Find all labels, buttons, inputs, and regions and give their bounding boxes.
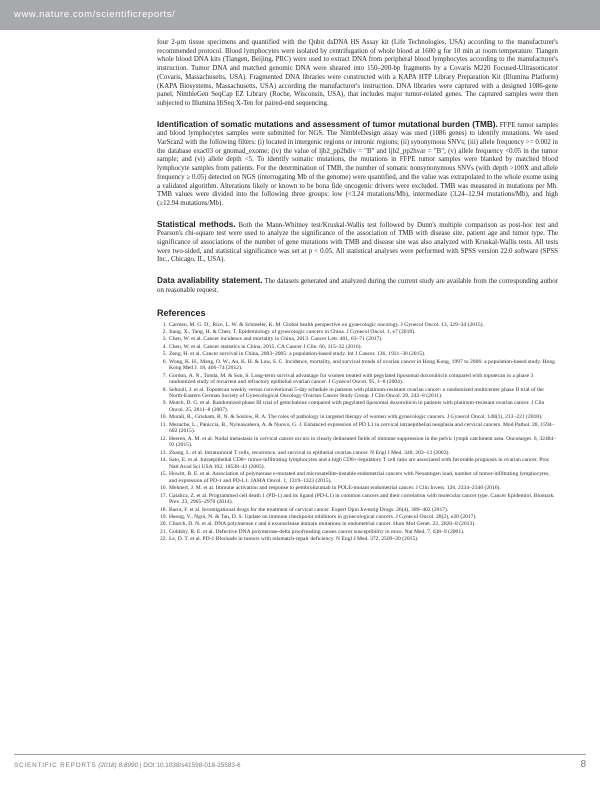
reference-item	[157, 373, 558, 386]
reference-item	[157, 536, 558, 543]
footer-divider	[14, 754, 586, 755]
reference-text: Zeng, H. et al. Cancer survival in China, 2003–2005: a population-based study. Int J Cancer. 136, 1921–30 (2015).	[169, 351, 426, 358]
reference-item	[157, 457, 558, 470]
reference-text: Gatalica, Z. et al. Programmed cell death 1 (PD-1) and its ligand (PD-L1) in common cancers and their correlation with molecular cancer type. Cancer Epidemiol. Biomark. Prev. 23, 2965–2970 (2014).	[169, 492, 555, 506]
tmb-text: FFPE tumor samples and blood lymphocytes samples were submitted for NGS. The NimbleDesign assay was used (1086 genes) to identify mutations. We used VarScan2 with the following filters: (i) located in intergenic regions or intronic regions; (ii) synonymous SNVs; (iii) allele frequency >= 0.002 in the database exac03 or gnomad_exome; (iv) the value of ljb2_pp2hdiv = "B" and ljb2_pp2hvar = "B"; (v) allele frequency <0.05 in the tumor sample; and (vi) allele depth <5. To identify somatic mutations, the mutations in FFPE tumor samples were blanked by matched blood lymphocyte samples from patients. For the determination of TMB, the number of somatic nonsynonymous SNVs (with depth >100X and allele frequency ≥ 0.05) detected on NGS (interrogating Mb of the genome) were quantified, and the value was extrapolated to the whole exome using a validated algorithm. Alterations likely or known to be bona fide oncogenic drivers were excluded. TMB was measured in mutations per Mb. TMB values were divided into the following three groups: low (<3.24 mutations/Mb), intermediate (3.24–12.94 mutations/Mb), and high (≥12.94 mutations/Mb).	[157, 121, 558, 207]
reference-number: 7.	[162, 372, 167, 379]
footer-citation: (2018) 8:8990	[98, 762, 139, 769]
reference-item	[157, 507, 558, 514]
reference-number: 9.	[162, 400, 167, 407]
reference-text: Le, D. T. et al. PD-1 Blockade in tumors with mismatch-repair deficiency. N Engl J Med. 372, 2509–20 (2015).	[169, 536, 419, 543]
reference-item	[157, 344, 558, 351]
reference-text: Howitt, B. E. et al. Association of polymerase e-mutated and microsatellite-instable endometrial cancers with Neoantigen load, number of tumor-infiltrating lymphocytes, and expression of PD-1 and PD-L1. JAMA Oncol. 1, 1319–1323 (2015).	[169, 471, 550, 484]
reference-text: Wong, K. H., Mang, O. W., Au, K. H. & Law, S. C. Incidence, mortality, and survival trends of ovarian cancer in Hong Kong, 1997 to 2006: a population-based study. Hong Kong Med J. 18, 466–74 (2012).	[169, 358, 555, 372]
reference-number: 5.	[162, 351, 167, 358]
reference-number: 8.	[162, 386, 167, 393]
reference-number: 21.	[160, 528, 167, 535]
reference-number: 4.	[162, 343, 167, 350]
reference-item	[157, 436, 558, 449]
reference-text: Chen, W. et al. Cancer statistics in China, 2015. CA Cancer J Clin. 66, 115–32 (2016).	[169, 343, 362, 350]
reference-number: 20.	[160, 521, 167, 528]
references-list	[157, 322, 558, 543]
reference-number: 19.	[160, 513, 167, 520]
reference-item	[157, 359, 558, 372]
statistics-text: Both the Mann-Whitney test/Kruskal-Wallis test followed by Dunn's multiple comparison as post-hoc test and Pearson's chi-square test were used to analyze the significance of the association of TMB with disease site, patient age and tumor type. The significance of associations of the number of gene mutations with TMB and disease site was also analyzed with Kruskal-Wallis tests. All tests were two-sided, and statistical significance was set at p < 0.05. All statistical analyses were performed with SPSS version 22.0 software (SPSS Inc., Chicago, IL, USA).	[157, 221, 558, 264]
methods-paragraph: four 2-μm tissue specimens and quantified with the Qubit dsDNA HS Assay kit (Life Technologies, USA) according to the manufacturer's recommended protocol. Blood lymphocytes were isolated by centrifugation of whole blood at 1600 g for 10 min at room temperature. Tiangen whole blood DNA kits (Tiangen, Beijing, PRC) were used to extract DNA from peripheral blood lymphocytes according to the manufacturer's instruction. Tumor DNA and matched genomic DNA were sheared into 150–200-bp fragments by a Covaris M220 Focused-Ultrasonicator (Covaris, Massachusetts, USA). Fragmented DNA libraries were constructed with a KAPA HTP Library Preparation Kit (Illumina Platform) (KAPA Biosystems, Massachusetts, USA) according the manufacturer's instruction. DNA libraries were captured with a designed 1086-gene panel, NimbleGen SeqCap EZ Library (Roche, Wisconsin, USA), that includes major tumor-related genes. The captured samples were then subjected to Illumina HiSeq X-Ten for paired-end sequencing.	[157, 39, 558, 107]
reference-item	[157, 322, 558, 329]
reference-item	[157, 521, 558, 528]
reference-item	[157, 351, 558, 358]
data-availability-section	[157, 277, 558, 295]
reference-number: 10.	[160, 414, 167, 421]
reference-number: 12.	[160, 435, 167, 442]
reference-number: 6.	[162, 358, 167, 365]
reference-item	[157, 422, 558, 435]
reference-item	[157, 329, 558, 336]
reference-number: 16.	[160, 485, 167, 492]
page-footer	[14, 759, 586, 770]
journal-url: www.nature.com/scientificreports/	[14, 9, 176, 20]
reference-number: 22.	[160, 536, 167, 543]
reference-item	[157, 414, 558, 421]
reference-item	[157, 514, 558, 521]
reference-number: 2.	[162, 328, 167, 335]
header-bar	[0, 0, 600, 30]
reference-text: Barra, F. et al. Investigational drugs for the treatment of cervical cancer. Expert Opin Investig Drugs. 26(4), 389–402 (2017).	[169, 506, 449, 513]
reference-number: 3.	[162, 336, 167, 343]
reference-text: Sehouli, J. et al. Topotecan weekly versus conventional 5-day schedule in patients with platinum-resistant ovarian cancer: a randomized multicenter phase II trial of the North-Eastern German Society of Gynecological Oncology Ovarian Cancer Study Group. J Clin Oncol. 29, 242–8 (2011).	[169, 386, 544, 400]
reference-item	[157, 400, 558, 413]
tmb-section	[157, 121, 558, 209]
reference-text: Mehnert, J. M. et al. Immune activation and response to pembrolizumab in POLE-mutant endometrial cancer. J Clin Invest. 126, 2334–2340 (2016).	[169, 485, 501, 492]
reference-text: Chen, W. et al. Cancer incidence and mortality in China, 2013. Cancer Lett. 401, 63–71 (2017).	[169, 336, 383, 343]
reference-number: 18.	[160, 506, 167, 513]
reference-item	[157, 529, 558, 536]
reference-text: Mezache, L., Paniccia, B., Nyinawabera, A. & Nuovo, G. J. Enhanced expression of PD L1 in cervical intraepithelial neoplasia and cervical cancers. Mod Pathol. 28, 1594–602 (2015).	[169, 421, 555, 435]
data-availability-heading: Data avaliability statement.	[157, 276, 263, 286]
article-body	[157, 39, 558, 544]
reference-item	[157, 336, 558, 343]
footer-journal: SCIENTIFIC REPORTS	[14, 762, 97, 769]
reference-item	[157, 450, 558, 457]
reference-text: Zhang, L. et al. Intratumoral T cells, recurrence, and survival in epithelial ovarian cancer. N Engl J Med. 348, 203–13 (2003).	[169, 449, 450, 456]
reference-text: Church, D. N. et al. DNA polymerase ε and δ exonuclease domain mutations in endometrial cancer. Hum Mol Genet. 22, 2820–8 (2013).	[169, 521, 476, 528]
reference-number: 11.	[160, 421, 167, 428]
reference-text: Goldsby, R. E. et al. Defective DNA polymerase-delta proofreading causes cancer susceptibility in mice. Nat Med. 7, 638–9 (2001).	[169, 528, 465, 535]
reference-number: 13.	[160, 449, 167, 456]
reference-item	[157, 485, 558, 492]
reference-text: Heong, V., Ngoi, N. & Tan, D. S. Update on immune checkpoint inhibitors in gynecological cancers. J Gynecol Oncol. 28(2), e20 (2017).	[169, 513, 477, 520]
reference-text: Murali, R., Grisham, R. N. & Soslow, R. A. The roles of pathology in targeted therapy of women with gynecologic cancers. J Gynecol Oncol. 148(1), 213–221 (2018).	[169, 414, 543, 421]
reference-item	[157, 387, 558, 400]
reference-text: Sato, E. et al. Intraepithelial CD8+ tumor-infiltrating lymphocytes and a high CD8+/regulatory T cell ratio are associated with favorable prognosis in ovarian cancer. Proc Natl Acad Sci USA 102, 18538–43 (2005).	[169, 457, 550, 470]
references-heading: References	[157, 307, 206, 318]
reference-number: 1.	[162, 321, 167, 328]
tmb-heading: Identification of somatic mutations and assessment of tumor mutational burden (TMB).	[157, 119, 498, 129]
page-number: 8	[580, 759, 586, 770]
reference-text: Carmen, M. G. D., Rice, L. W. & Schmeler, K. M. Global health perspective on gynecologic oncology. J Gynecol Oncol. 13, 329–34 (2015).	[169, 321, 484, 328]
reference-text: Heeren, A. M. et al. Nodal metastasis in cervical cancer occurs in clearly delineated fields of immune suppression in the pelvic lymph catchment area. Oncotarget. 6, 32484–93 (2015).	[169, 435, 557, 449]
statistics-section	[157, 221, 558, 266]
reference-item	[157, 471, 558, 484]
reference-number: 15.	[160, 471, 167, 478]
footer-doi: | DOI:10.1038/s41598-018-25583-6	[139, 762, 241, 769]
reference-item	[157, 493, 558, 506]
reference-text: Mutch, D. G. et al. Randomized phase III trial of gemcitabine compared with pegylated liposomal doxorubicin in patients with platinum-resistant ovarian cancer. J Clin Oncol. 25, 2811–8 (2007).	[169, 400, 545, 414]
data-availability-text: The datasets generated and analyzed during the current study are available from the corresponding author on reasonable request.	[157, 278, 558, 294]
reference-text: Gordon, A. N., Tonda, M. & Sun, S. Long-term survival advantage for women treated with pegylated liposomal doxorubicin compared with topotecan in a phase 3 randomized study of recurrent and refractory epithelial ovarian cancer. J Gynecol Oncol. 95, 1–8 (2004).	[169, 372, 534, 386]
reference-text: Jiang, X., Tang, H. & Chen, T. Epidemiology of gynecologic cancers in China. J Gynecol Oncol. 1, e7 (2018).	[169, 328, 416, 335]
statistics-heading: Statistical methods.	[157, 219, 236, 229]
reference-number: 14.	[160, 457, 167, 464]
reference-number: 17.	[160, 492, 167, 499]
